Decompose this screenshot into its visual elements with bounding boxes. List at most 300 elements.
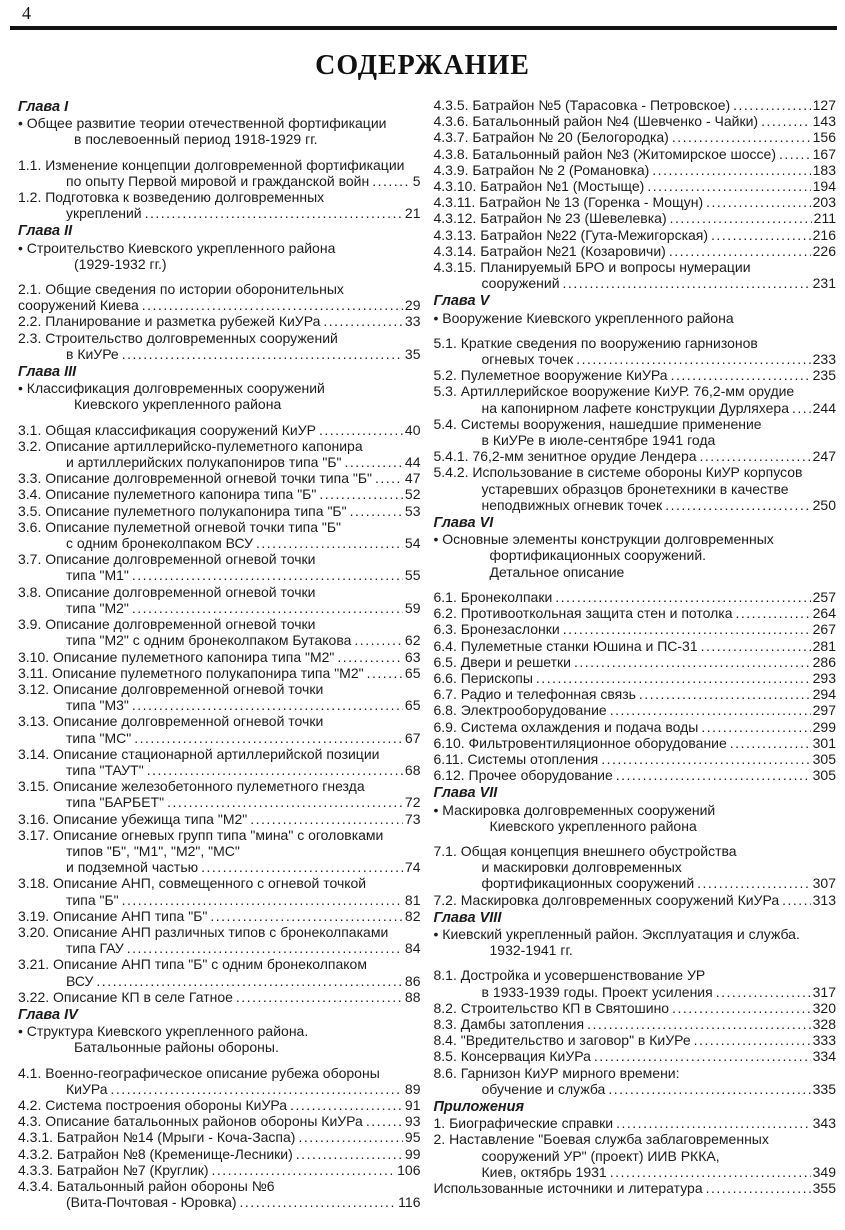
toc-line-text: 3.4. Описание пулеметного капонира типа "Б" [18,486,317,503]
toc-entry [434,719,837,735]
toc-entry [434,194,837,210]
toc-line: Киевского укрепленного района [74,396,282,413]
page-ref: 334 [812,1048,836,1065]
page-ref: 233 [812,351,836,368]
toc-line-text: 6.2. Противооткольная защита стен и потолка [433,605,733,622]
toc-line: Батальонные районы обороны. [74,1039,279,1056]
toc-line [434,892,837,908]
dot-leader [323,313,403,329]
toc-entry [434,967,837,999]
toc-entry [18,989,421,1005]
toc-entry [434,383,837,415]
toc-entry [434,464,837,513]
dot-leader [639,686,811,702]
chapter-subtitle [434,310,837,326]
page-ref: 333 [812,1032,836,1049]
toc-line: 3.15. Описание железобетонного пулеметного гнезда [18,778,365,795]
toc-line-text: типа "М2" с одним бронеколпаком Бутакова [66,632,352,649]
toc-line: устаревших образцов бронетехники в качестве [481,480,789,497]
toc-entry [18,189,421,221]
toc-entry [18,681,421,713]
dot-leader [296,1146,403,1162]
toc-line [434,162,837,178]
page-ref: 226 [812,242,836,259]
chapter-subtitle [18,380,421,412]
toc-line [434,1048,837,1064]
dot-leader [700,448,811,464]
dot-leader [354,632,403,648]
toc-line [18,632,421,648]
toc-line [18,1081,421,1097]
toc-line: • Классификация долговременных сооружений [18,380,325,397]
dot-leader [319,486,403,502]
dot-leader [652,162,810,178]
dot-leader [574,654,811,670]
toc-line [434,275,837,291]
toc-line-text: 3.16. Описание убежища типа "М2" [18,810,248,827]
toc-line: 3.9. Описание долговременной огневой точки [18,616,316,633]
toc-line-text: укреплений [66,205,142,222]
dot-leader [201,859,403,875]
toc-entry [434,589,837,605]
dot-leader [610,1164,811,1180]
toc-entry [434,702,837,718]
toc-line [434,1081,837,1097]
page-number: 4 [22,3,31,23]
toc-entry [434,162,837,178]
toc-entry [18,875,421,907]
toc-line [18,1146,421,1162]
page-ref: 86 [404,972,421,989]
page-ref: 63 [404,648,421,665]
toc-line: в послевоенный период 1918-1929 гг. [74,131,318,148]
toc-line [434,227,837,243]
dot-leader [134,730,403,746]
page-ref: 44 [404,454,421,471]
dot-leader [730,735,811,751]
toc-line: 3.21. Описание АНП типа "Б" с одним бронеколпаком [18,956,367,973]
dot-leader [319,422,403,438]
toc-line-text: 6.4. Пулеметные станки Юшина и ПС-31 [433,637,698,654]
page-ref: 40 [404,421,421,438]
toc-line-text: 6.9. Система охлаждения и подача воды [433,718,699,735]
toc-entry [434,113,837,129]
toc-line-text: 4.3.13. Батрайон №22 (Гута-Межигорская) [433,226,709,243]
toc-line [434,400,837,416]
toc-line-text: 3.3. Описание долговременной огневой точки типа "Б" [18,470,372,487]
header-rule [10,26,837,30]
page-ref: 286 [812,653,836,670]
toc-entry [434,892,837,908]
page-ref: 320 [812,999,836,1016]
toc-line: 3.8. Описание долговременной огневой точки [18,583,316,600]
page-ref: 305 [812,767,836,784]
toc-entry [434,1131,837,1180]
toc-line [434,621,837,637]
toc-line [18,1194,421,1210]
toc-line [434,686,837,702]
toc-line-text: 8.4. "Вредительство и заговор" в КиУРе [433,1032,691,1049]
page-ref: 183 [812,161,836,178]
toc-entry [434,259,837,291]
page-ref: 52 [404,486,421,503]
page-ref: 194 [812,178,836,195]
toc-line [18,940,421,956]
page-ref: 62 [404,632,421,649]
toc-entry [18,665,421,681]
toc-line: 2.1. Общие сведения по истории оборонительных [18,281,344,298]
page-ref: 55 [404,567,421,584]
toc-line [18,1113,421,1129]
toc-line: 3.17. Описание огневых групп типа "мина" с оголовками [18,826,384,843]
toc-line: 5.1. Краткие сведения по вооружению гарнизонов [433,334,758,351]
dot-leader [672,1000,811,1016]
toc-line: • Структура Киевского укрепленного района. [18,1023,309,1040]
toc-line [18,973,421,989]
toc-line: 8.1. Достройка и усовершенствование УР [433,967,706,984]
chapter-subtitle [18,240,421,272]
chapter-heading: Приложения [433,1098,525,1115]
page-ref: 73 [404,810,421,827]
toc-line [18,600,421,616]
toc-line-text: 3.5. Описание пулеметного полукапонира типа "Б" [18,502,347,519]
toc-line-text: 3.22. Описание КП в селе Гатное [18,988,233,1005]
toc-entry [18,470,421,486]
dot-leader [779,146,811,162]
toc-entry [434,335,837,367]
toc-line-text: 8.3. Дамбы затопления [433,1015,585,1032]
dot-leader [669,243,811,259]
toc-entry [434,1048,837,1064]
dot-leader [694,1032,811,1048]
toc-entry [434,1115,837,1131]
toc-line [18,1162,421,1178]
toc-line: в КиУРе в июле-сентябре 1941 года [481,432,716,449]
chapter-heading: Глава VII [433,785,498,802]
toc-column-left [18,97,421,1210]
page-ref: 81 [404,891,421,908]
toc-line-text: 5.2. Пулеметное вооружение КиУРа [433,367,668,384]
dot-leader [96,973,403,989]
toc-line: 3.14. Описание стационарной артиллерийской позиции [18,745,380,762]
toc-line [18,794,421,810]
dot-leader [665,497,810,513]
toc-line-text: 4.3.9. Батрайон № 2 (Романовка) [433,161,650,178]
toc-line-text: 4.3.8. Батальонный район №3 (Житомирское шоссе) [433,145,776,162]
toc-line: 1932-1941 гг. [489,942,573,959]
toc-line: 4.3.4. Батальонный район обороны №6 [18,1178,275,1194]
toc-line-text: Киев, октябрь 1931 [481,1163,607,1180]
toc-entry [434,686,837,702]
toc-line [18,173,421,189]
toc-entry [18,1129,421,1145]
toc-line [434,178,837,194]
toc-line: • Строительство Киевского укрепленного района [18,239,336,256]
toc-entry [18,438,421,470]
toc-entry [434,178,837,194]
toc-line-text: 8.2. Строительство КП в Святошино [433,999,670,1016]
toc-line [434,243,837,259]
chapter-subtitle [434,802,837,834]
dot-leader [250,811,403,827]
toc-columns [18,97,836,1210]
toc-line [434,984,837,1000]
toc-line: 3.13. Описание долговременной огневой точки [18,713,324,730]
toc-line: (1929-1932 гг.) [74,255,167,272]
dot-leader [563,275,811,291]
toc-line-text: в КиУРе [66,345,119,362]
page-ref: 247 [812,448,836,465]
chapter-heading: Глава IV [18,1006,78,1023]
page-ref: 203 [812,194,836,211]
dot-leader [212,1162,396,1178]
toc-line [434,146,837,162]
dot-leader [132,697,403,713]
toc-line [18,665,421,681]
toc-entry [434,767,837,783]
toc-entry [434,1032,837,1048]
page-ref: 355 [812,1180,836,1196]
toc-line [434,1115,837,1131]
toc-line [18,422,421,438]
toc-line-text: огневых точек [481,351,574,368]
dot-leader [145,205,403,221]
dot-leader [132,567,403,583]
toc-line: • Общее развитие теории отечественной фортификации [18,115,387,132]
dot-leader [716,984,811,1000]
dot-leader [111,1081,403,1097]
toc-line [434,1164,837,1180]
toc-entry [18,422,421,438]
toc-line [434,767,837,783]
toc-line-text: 4.3.14. Батрайон №21 (Козаровичи) [433,242,666,259]
toc-line [434,497,837,513]
toc-line [434,605,837,621]
toc-entry [434,1065,837,1097]
toc-line [18,486,421,502]
toc-line-text: 3.1. Общая классификация сооружений КиУР [18,421,316,438]
toc-line: • Вооружение Киевского укрепленного района [433,309,734,326]
toc-entry [434,843,837,892]
toc-line: типов "Б", "М1", "М2", "МС" [66,842,240,859]
toc-line [18,730,421,746]
chapter-heading: Глава VI [433,515,494,532]
page-ref: 257 [812,588,836,605]
toc-line [18,762,421,778]
page-ref: 84 [404,940,421,957]
dot-leader [706,1180,811,1196]
toc-line: Детальное описание [489,563,625,580]
dot-leader [372,173,411,189]
toc-line-text: 4.3.11. Батрайон № 13 (Горенка - Мощун) [433,194,704,211]
page-ref: 65 [404,664,421,681]
page-ref: 106 [397,1161,421,1178]
toc-line-text: (Вита-Почтовая - Юровка) [66,1194,237,1211]
page-ref: 305 [812,750,836,767]
dot-leader [127,940,403,956]
toc-line-text: 4.3. Описание батальонных районов обороны КиУРа [18,1113,363,1130]
page-ref: 95 [404,1129,421,1146]
page-ref: 5 [412,172,421,189]
dot-leader [671,367,811,383]
toc-line-text: типа "Б" [66,891,119,908]
toc-line-text: с одним бронеколпаком ВСУ [66,535,254,552]
dot-leader [576,351,810,367]
toc-line: 3.6. Описание пулеметной огневой точки типа "Б" [18,518,342,535]
toc-line: 3.12. Описание долговременной огневой точки [18,680,324,697]
dot-leader [610,702,811,718]
toc-line-text: 5.4.1. 76,2-мм зенитное орудие Лендера [433,448,697,465]
page-ref: 143 [812,113,836,130]
toc-entry [18,746,421,778]
toc-entry [434,751,837,767]
toc-entry [434,210,837,226]
page-ref: 88 [404,988,421,1005]
dot-leader [236,989,403,1005]
toc-entry [434,129,837,145]
toc-line: 4.1. Военно-географическое описание рубежа обороны [18,1064,380,1081]
toc-entry [434,638,837,654]
toc-entry [18,1097,421,1113]
toc-line [18,205,421,221]
toc-line [18,346,421,362]
toc-entry [18,281,421,313]
toc-entry [434,735,837,751]
chapter-heading: Глава III [18,364,77,381]
page-ref: 328 [812,1015,836,1032]
toc-line [434,210,837,226]
toc-line-text: сооружений [481,275,560,292]
toc-line-text: 4.3.7. Батрайон № 20 (Белогородка) [433,129,669,146]
toc-entry [18,616,421,648]
toc-line [434,638,837,654]
toc-entry [18,330,421,362]
toc-line-text: 3.11. Описание пулеметного полукапонира типа "М2" [18,664,364,681]
toc-entry [18,1178,421,1210]
toc-line: 1.1. Изменение концепции долговременной фортификации [18,156,405,173]
toc-line-text: 6.3. Бронезаслонки [433,621,560,638]
toc-entry [434,605,837,621]
toc-line-text: обучение и служба [481,1080,606,1097]
toc-entry [434,670,837,686]
dot-leader [761,113,811,129]
toc-line-text: 6.7. Радио и телефонная связь [433,686,636,703]
toc-line [18,470,421,486]
toc-line-text: 7.2. Маскировка долговременных сооружений КиУРа [433,891,780,908]
page-ref: 33 [404,313,421,330]
toc-entry [434,654,837,670]
toc-line-text: 6.12. Прочее оборудование [433,767,613,784]
toc-entry [18,827,421,876]
toc-line [18,697,421,713]
page-title: СОДЕРЖАНИЕ [315,50,530,81]
toc-line: 1.2. Подготовка к возведению долговременных [18,189,325,206]
toc-line-text: и артиллерийских полукапониров типа "Б" [66,454,342,471]
toc-line [434,589,837,605]
dot-leader [594,1048,811,1064]
page-ref: 299 [812,718,836,735]
dot-leader [672,129,811,145]
toc-entry [18,486,421,502]
page-ref: 335 [812,1080,836,1097]
toc-line [18,567,421,583]
toc-line [434,113,837,129]
toc-entry [18,649,421,665]
toc-line [18,503,421,519]
toc-line-text: 6.8. Электрооборудование [433,702,607,719]
chapter-heading: Глава II [18,223,73,240]
toc-line [18,892,421,908]
page-ref: 53 [404,502,421,519]
dot-leader [733,97,811,113]
toc-entry [434,1180,837,1196]
toc-line-text: 6.6. Перископы [433,669,533,686]
toc-line: 8.6. Гарнизон КиУР мирного времени: [433,1064,680,1081]
toc-line [434,1016,837,1032]
toc-line-text: 4.3.6. Батальонный район №4 (Шевченко - Чайки) [433,113,759,130]
toc-line: 3.18. Описание АНП, совмещенного с огневой точкой [18,875,367,892]
dot-leader [256,535,403,551]
toc-line-text: типа "М1" [66,567,129,584]
page-ref: 59 [404,599,421,616]
dot-leader [670,210,812,226]
toc-line: 5.3. Артиллерийское вооружение КиУР. 76,2-мм орудие [433,383,795,400]
toc-column-right [434,97,837,1210]
page-ref: 293 [812,669,836,686]
toc-line-text: по опыту Первой мировой и гражданской войн [66,172,370,189]
toc-line [434,735,837,751]
toc-line-text: 4.2. Система построения обороны КиУРа [18,1096,288,1113]
dot-leader [210,908,403,924]
toc-entry [434,416,837,448]
toc-line [18,811,421,827]
toc-line [434,367,837,383]
dot-leader [350,503,403,519]
dot-leader [736,605,811,621]
chapter-heading: Глава VIII [433,909,502,926]
dot-leader [701,638,811,654]
toc-line-text: сооружений Киева [18,297,139,314]
dot-leader [298,1129,402,1145]
dot-leader [344,454,402,470]
page-ref: 65 [404,697,421,714]
dot-leader [147,762,403,778]
page-ref: 68 [404,761,421,778]
page-ref: 281 [812,637,836,654]
toc-line-text: типа "БАРБЕТ" [66,794,165,811]
page-ref: 349 [812,1163,836,1180]
chapter-subtitle [434,531,837,580]
page-ref: 250 [812,496,836,513]
dot-leader [132,600,403,616]
toc-line-text: типа "МС" [66,729,132,746]
dot-leader [536,670,811,686]
toc-line-text: на капонирном лафете конструкции Дурляхера [481,399,789,416]
dot-leader [563,621,811,637]
toc-entry [18,519,421,551]
toc-line-text: 3.19. Описание АНП типа "Б" [18,907,208,924]
toc-line-text: 6.1. Бронеколпаки [433,588,553,605]
toc-entry [434,1016,837,1032]
page-ref: 313 [812,891,836,908]
page-ref: 116 [398,1194,421,1211]
page-ref: 264 [812,605,836,622]
toc-line [434,702,837,718]
chapter-subtitle [18,1023,421,1055]
page-ref: 235 [812,367,836,384]
page-ref: 343 [812,1115,836,1132]
dot-leader [375,470,403,486]
